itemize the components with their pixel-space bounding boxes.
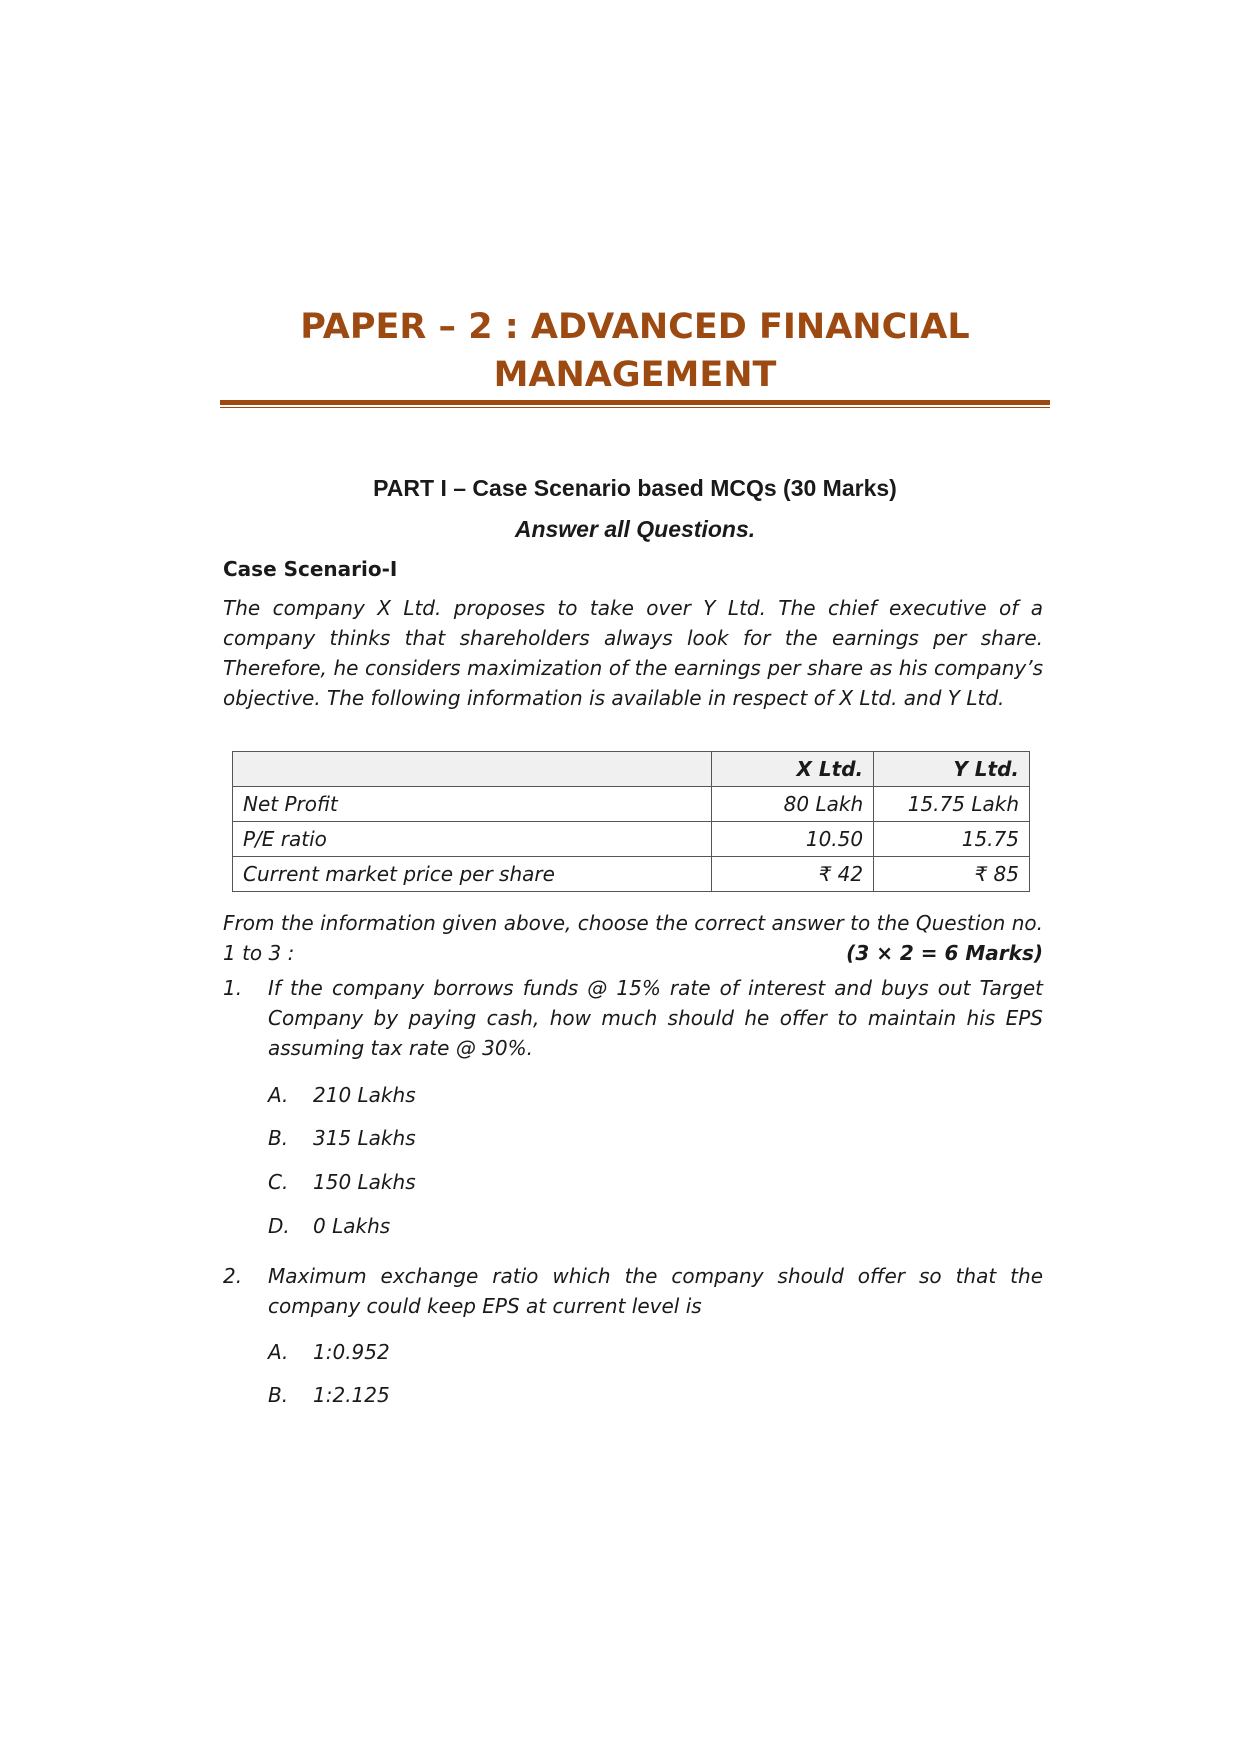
option-letter: B. bbox=[268, 1126, 289, 1150]
pe-ratio-x: 10.50 bbox=[712, 822, 874, 857]
table-header-row bbox=[233, 752, 1030, 787]
pe-ratio-y: 15.75 bbox=[874, 822, 1030, 857]
question-2 bbox=[223, 1261, 1043, 1321]
option-letter: C. bbox=[268, 1170, 289, 1194]
table-header-x-ltd: X Ltd. bbox=[712, 752, 874, 787]
option-text: 1:2.125 bbox=[313, 1383, 390, 1407]
instruction-text: From the information given above, choose the correct answer to the Question no. 1 to 3 : bbox=[223, 911, 1043, 965]
net-profit-x: 80 Lakh bbox=[712, 787, 874, 822]
option-letter: B. bbox=[268, 1383, 289, 1407]
question-2-option-a bbox=[268, 1338, 390, 1366]
marks-allocation: (3 × 2 = 6 Marks) bbox=[846, 941, 1043, 965]
paper-title-line1: PAPER – 2 : ADVANCED FINANCIAL bbox=[300, 307, 970, 347]
question-text: If the company borrows funds @ 15% rate of interest and buys out Target Company by paying cash, how much should he offer to maintain his EPS assuming tax rate @ 30%. bbox=[268, 976, 1043, 1060]
row-label-market-price: Current market price per share bbox=[233, 857, 712, 892]
case-intro-paragraph: The company X Ltd. proposes to take over Y Ltd. The chief executive of a company thinks that shareholders always look for the earnings per share. Therefore, he considers maximization of the earnings per share as his company’s objective. The following information is available in respect of X Ltd. and Y Ltd. bbox=[223, 596, 1043, 710]
option-letter: A. bbox=[268, 1083, 289, 1107]
option-text: 315 Lakhs bbox=[313, 1126, 416, 1150]
table-row bbox=[233, 857, 1030, 892]
market-price-y: ₹ 85 bbox=[874, 857, 1030, 892]
case-scenario-title: Case Scenario-I bbox=[223, 557, 398, 581]
paper-title bbox=[220, 303, 1050, 399]
table-header-blank bbox=[233, 752, 712, 787]
question-number: 1. bbox=[223, 976, 243, 1000]
part-heading: PART I – Case Scenario based MCQs (30 Marks) bbox=[373, 475, 897, 501]
option-text: 150 Lakhs bbox=[313, 1170, 416, 1194]
option-text: 1:0.952 bbox=[313, 1340, 390, 1364]
question-2-option-b bbox=[268, 1381, 390, 1409]
option-letter: D. bbox=[268, 1214, 290, 1238]
question-instruction bbox=[223, 908, 1043, 968]
paper-title-line2: MANAGEMENT bbox=[493, 355, 777, 395]
part-instruction: Answer all Questions. bbox=[514, 516, 756, 542]
table-header-y-ltd: Y Ltd. bbox=[874, 752, 1030, 787]
question-1-option-c bbox=[268, 1168, 416, 1196]
title-divider-thin bbox=[220, 407, 1050, 408]
table-row bbox=[233, 822, 1030, 857]
option-text: 210 Lakhs bbox=[313, 1083, 416, 1107]
option-letter: A. bbox=[268, 1340, 289, 1364]
question-number: 2. bbox=[223, 1264, 243, 1288]
question-1-option-d bbox=[268, 1212, 390, 1240]
company-data-table bbox=[232, 751, 1030, 892]
option-text: 0 Lakhs bbox=[313, 1214, 391, 1238]
title-divider-thick bbox=[220, 400, 1050, 405]
table-row bbox=[233, 787, 1030, 822]
question-1 bbox=[223, 973, 1043, 1063]
net-profit-y: 15.75 Lakh bbox=[874, 787, 1030, 822]
market-price-x: ₹ 42 bbox=[712, 857, 874, 892]
row-label-pe-ratio: P/E ratio bbox=[233, 822, 712, 857]
question-1-option-b bbox=[268, 1124, 416, 1152]
question-1-option-a bbox=[268, 1081, 416, 1109]
question-text: Maximum exchange ratio which the company should offer so that the company could keep EPS at current level is bbox=[268, 1264, 1043, 1318]
row-label-net-profit: Net Profit bbox=[233, 787, 712, 822]
